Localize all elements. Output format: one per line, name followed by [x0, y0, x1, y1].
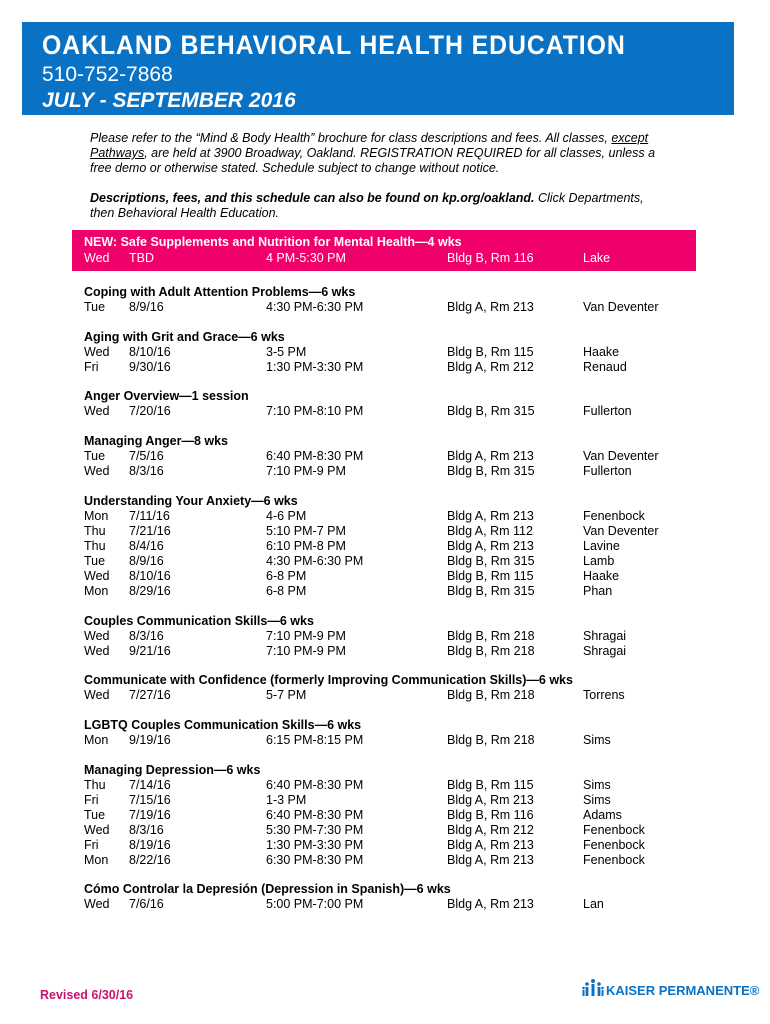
session-date: 7/6/16 — [129, 897, 164, 912]
session-date: 7/14/16 — [129, 777, 171, 792]
session-row — [0, 897, 770, 912]
featured-session-row — [72, 251, 770, 266]
session-day: Wed — [84, 404, 110, 419]
session-row — [0, 644, 770, 659]
session-time: 3-5 PM — [266, 344, 307, 359]
session-instructor: Lake — [583, 251, 611, 265]
session-date: 8/19/16 — [129, 837, 171, 852]
session-date: 8/3/16 — [129, 822, 164, 837]
class-title: LGBTQ Couples Communication Skills—6 wks — [84, 717, 362, 732]
session-instructor: Fenenbock — [583, 822, 645, 837]
session-time: 7:10 PM-9 PM — [266, 628, 346, 643]
session-day: Tue — [84, 553, 106, 568]
session-row — [0, 539, 770, 554]
session-date: TBD — [129, 251, 154, 265]
session-room: Bldg B, Rm 218 — [447, 643, 535, 658]
session-room: Bldg A, Rm 212 — [447, 359, 534, 374]
session-row — [0, 584, 770, 599]
session-date: 7/21/16 — [129, 523, 171, 538]
session-time: 5-7 PM — [266, 688, 307, 703]
kaiser-logo — [582, 978, 760, 1000]
session-time: 6:40 PM-8:30 PM — [266, 807, 364, 822]
session-time: 7:10 PM-9 PM — [266, 643, 346, 658]
session-room: Bldg A, Rm 213 — [447, 837, 534, 852]
session-room: Bldg B, Rm 115 — [447, 568, 534, 583]
intro-text: Please refer to the “Mind & Body Health” brochure for class descriptions and fees. All classes, — [90, 131, 612, 145]
featured-class-title: NEW: Safe Supplements and Nutrition for Mental Health—4 wks — [84, 235, 462, 249]
session-instructor: Fenenbock — [583, 508, 645, 523]
session-day: Wed — [84, 628, 110, 643]
session-time: 6:40 PM-8:30 PM — [266, 777, 364, 792]
session-room: Bldg A, Rm 213 — [447, 508, 534, 523]
session-date: 8/9/16 — [129, 553, 164, 568]
session-time: 6-8 PM — [266, 583, 307, 598]
session-time: 4:30 PM-6:30 PM — [266, 553, 364, 568]
session-instructor: Shragai — [583, 628, 627, 643]
revised-date: Revised 6/30/16 — [40, 988, 134, 1002]
session-day: Mon — [84, 852, 109, 867]
class-title: Aging with Grit and Grace—6 wks — [84, 329, 285, 344]
session-room: Bldg B, Rm 315 — [447, 404, 535, 419]
session-day: Wed — [84, 897, 110, 912]
website-text: Descriptions, fees, and this schedule can also be found on kp.org/oakland. — [90, 191, 535, 205]
session-room: Bldg A, Rm 213 — [447, 300, 534, 314]
session-time: 1-3 PM — [266, 792, 307, 807]
session-instructor: Van Deventer — [583, 449, 659, 464]
session-row — [0, 360, 770, 375]
session-date: 8/22/16 — [129, 852, 171, 867]
session-row — [0, 688, 770, 703]
session-instructor: Fullerton — [583, 404, 632, 419]
session-day: Tue — [84, 807, 106, 822]
class-title: Cómo Controlar la Depresión (Depression in Spanish)—6 wks — [84, 882, 451, 897]
session-room: Bldg B, Rm 315 — [447, 553, 535, 568]
session-instructor: Van Deventer — [583, 300, 659, 314]
session-date: 7/5/16 — [129, 449, 164, 464]
session-room: Bldg B, Rm 116 — [447, 251, 534, 265]
session-time: 6:40 PM-8:30 PM — [266, 449, 364, 464]
website-paragraph — [90, 191, 670, 221]
session-date: 9/21/16 — [129, 643, 171, 658]
session-room: Bldg B, Rm 218 — [447, 688, 535, 703]
session-time: 5:30 PM-7:30 PM — [266, 822, 364, 837]
session-date: 8/3/16 — [129, 464, 164, 479]
session-instructor: Shragai — [583, 643, 627, 658]
session-room: Bldg A, Rm 213 — [447, 897, 534, 912]
session-row — [0, 793, 770, 808]
session-date: 7/11/16 — [129, 508, 170, 523]
session-date: 7/27/16 — [129, 688, 171, 703]
session-room: Bldg B, Rm 315 — [447, 583, 535, 598]
session-day: Mon — [84, 508, 109, 523]
session-instructor: Haake — [583, 568, 620, 583]
session-instructor: Sims — [583, 777, 611, 792]
session-time: 4-6 PM — [266, 508, 307, 523]
intro-text-continued: , are held at 3900 Broadway, Oakland. REGISTRATION REQUIRED for all classes, unless a free demo or otherwise stated. Schedule subject to change without notice. — [90, 146, 656, 175]
session-day: Wed — [84, 464, 110, 479]
class-title: Understanding Your Anxiety—6 wks — [84, 493, 298, 508]
session-instructor: Fenenbock — [583, 837, 645, 852]
session-time: 7:10 PM-9 PM — [266, 464, 346, 479]
session-instructor: Lan — [583, 897, 604, 912]
session-instructor: Adams — [583, 807, 622, 822]
session-row — [0, 345, 770, 360]
class-title: Communicate with Confidence (formerly Improving Communication Skills)—6 wks — [84, 673, 573, 688]
session-day: Wed — [84, 568, 110, 583]
session-day: Thu — [84, 523, 106, 538]
kaiser-logo-icon — [582, 978, 604, 1000]
session-time: 5:10 PM-7 PM — [266, 523, 346, 538]
date-range: JULY - SEPTEMBER 2016 — [42, 89, 296, 112]
session-day: Wed — [84, 822, 110, 837]
page-title: OAKLAND BEHAVIORAL HEALTH EDUCATION — [42, 30, 626, 60]
session-room: Bldg A, Rm 112 — [447, 523, 533, 538]
session-time: 6:15 PM-8:15 PM — [266, 732, 364, 747]
session-row — [0, 524, 770, 539]
session-date: 8/3/16 — [129, 628, 164, 643]
session-row — [0, 838, 770, 853]
website-instructions: Click Departments, then Behavioral Health Education. — [90, 191, 644, 220]
kaiser-logo-text: KAISER PERMANENTE® — [606, 983, 760, 998]
session-day: Mon — [84, 732, 109, 747]
featured-class — [72, 230, 696, 271]
session-date: 8/10/16 — [129, 568, 171, 583]
session-row — [0, 464, 770, 479]
session-day: Fri — [84, 792, 99, 807]
except-pathways-text: except Pathways — [90, 131, 649, 160]
session-day: Wed — [84, 251, 110, 265]
session-instructor: Torrens — [583, 688, 625, 703]
phone-number: 510-752-7868 — [42, 63, 173, 86]
session-date: 7/19/16 — [129, 807, 171, 822]
session-room: Bldg B, Rm 218 — [447, 732, 535, 747]
session-date: 9/30/16 — [129, 359, 171, 374]
session-time: 1:30 PM-3:30 PM — [266, 837, 364, 852]
session-day: Fri — [84, 359, 99, 374]
session-row — [0, 823, 770, 838]
session-row — [0, 853, 770, 868]
session-instructor: Phan — [583, 583, 613, 598]
session-instructor: Fenenbock — [583, 852, 645, 867]
session-date: 8/10/16 — [129, 344, 171, 359]
session-instructor: Lamb — [583, 553, 615, 568]
session-day: Thu — [84, 538, 106, 553]
class-title: Couples Communication Skills—6 wks — [84, 613, 314, 628]
session-time: 6:10 PM-8 PM — [266, 538, 346, 553]
session-instructor: Renaud — [583, 359, 627, 374]
session-date: 7/20/16 — [129, 404, 171, 419]
session-instructor: Sims — [583, 792, 611, 807]
class-title: Managing Anger—8 wks — [84, 434, 229, 449]
session-row — [0, 808, 770, 823]
session-instructor: Van Deventer — [583, 523, 659, 538]
session-row — [0, 629, 770, 644]
session-day: Thu — [84, 777, 106, 792]
session-time: 7:10 PM-8:10 PM — [266, 404, 364, 419]
session-instructor: Fullerton — [583, 464, 632, 479]
session-time: 6:30 PM-8:30 PM — [266, 852, 364, 867]
session-room: Bldg A, Rm 213 — [447, 792, 534, 807]
session-date: 8/4/16 — [129, 538, 164, 553]
class-title: Anger Overview—1 session — [84, 389, 249, 404]
session-row — [0, 778, 770, 793]
session-room: Bldg B, Rm 315 — [447, 464, 535, 479]
page-header — [22, 22, 734, 115]
session-time: 4:30 PM-6:30 PM — [266, 300, 364, 314]
session-day: Wed — [84, 643, 110, 658]
session-date: 8/29/16 — [129, 583, 171, 598]
session-room: Bldg A, Rm 212 — [447, 822, 534, 837]
session-date: 8/9/16 — [129, 300, 164, 314]
session-time: 1:30 PM-3:30 PM — [266, 359, 364, 374]
session-room: Bldg A, Rm 213 — [447, 852, 534, 867]
session-time: 6-8 PM — [266, 568, 307, 583]
intro-paragraph — [90, 131, 670, 176]
session-room: Bldg A, Rm 213 — [447, 449, 534, 464]
session-day: Tue — [84, 300, 106, 314]
session-row — [0, 569, 770, 584]
class-title: Coping with Adult Attention Problems—6 wks — [84, 285, 356, 299]
session-row — [0, 449, 770, 464]
session-room: Bldg B, Rm 218 — [447, 628, 535, 643]
session-room: Bldg B, Rm 115 — [447, 777, 534, 792]
session-day: Fri — [84, 837, 99, 852]
session-instructor: Lavine — [583, 538, 620, 553]
session-date: 7/15/16 — [129, 792, 171, 807]
session-room: Bldg B, Rm 116 — [447, 807, 534, 822]
session-instructor: Haake — [583, 344, 620, 359]
session-row — [0, 404, 770, 419]
session-instructor: Sims — [583, 732, 611, 747]
session-row — [0, 509, 770, 524]
session-room: Bldg B, Rm 115 — [447, 344, 534, 359]
class-title: Managing Depression—6 wks — [84, 762, 261, 777]
session-row — [0, 300, 770, 315]
session-date: 9/19/16 — [129, 732, 171, 747]
session-time: 4 PM-5:30 PM — [266, 251, 346, 265]
session-day: Tue — [84, 449, 106, 464]
session-day: Wed — [84, 688, 110, 703]
session-day: Mon — [84, 583, 109, 598]
session-row — [0, 733, 770, 748]
session-room: Bldg A, Rm 213 — [447, 538, 534, 553]
session-row — [0, 554, 770, 569]
session-day: Wed — [84, 344, 110, 359]
session-time: 5:00 PM-7:00 PM — [266, 897, 364, 912]
